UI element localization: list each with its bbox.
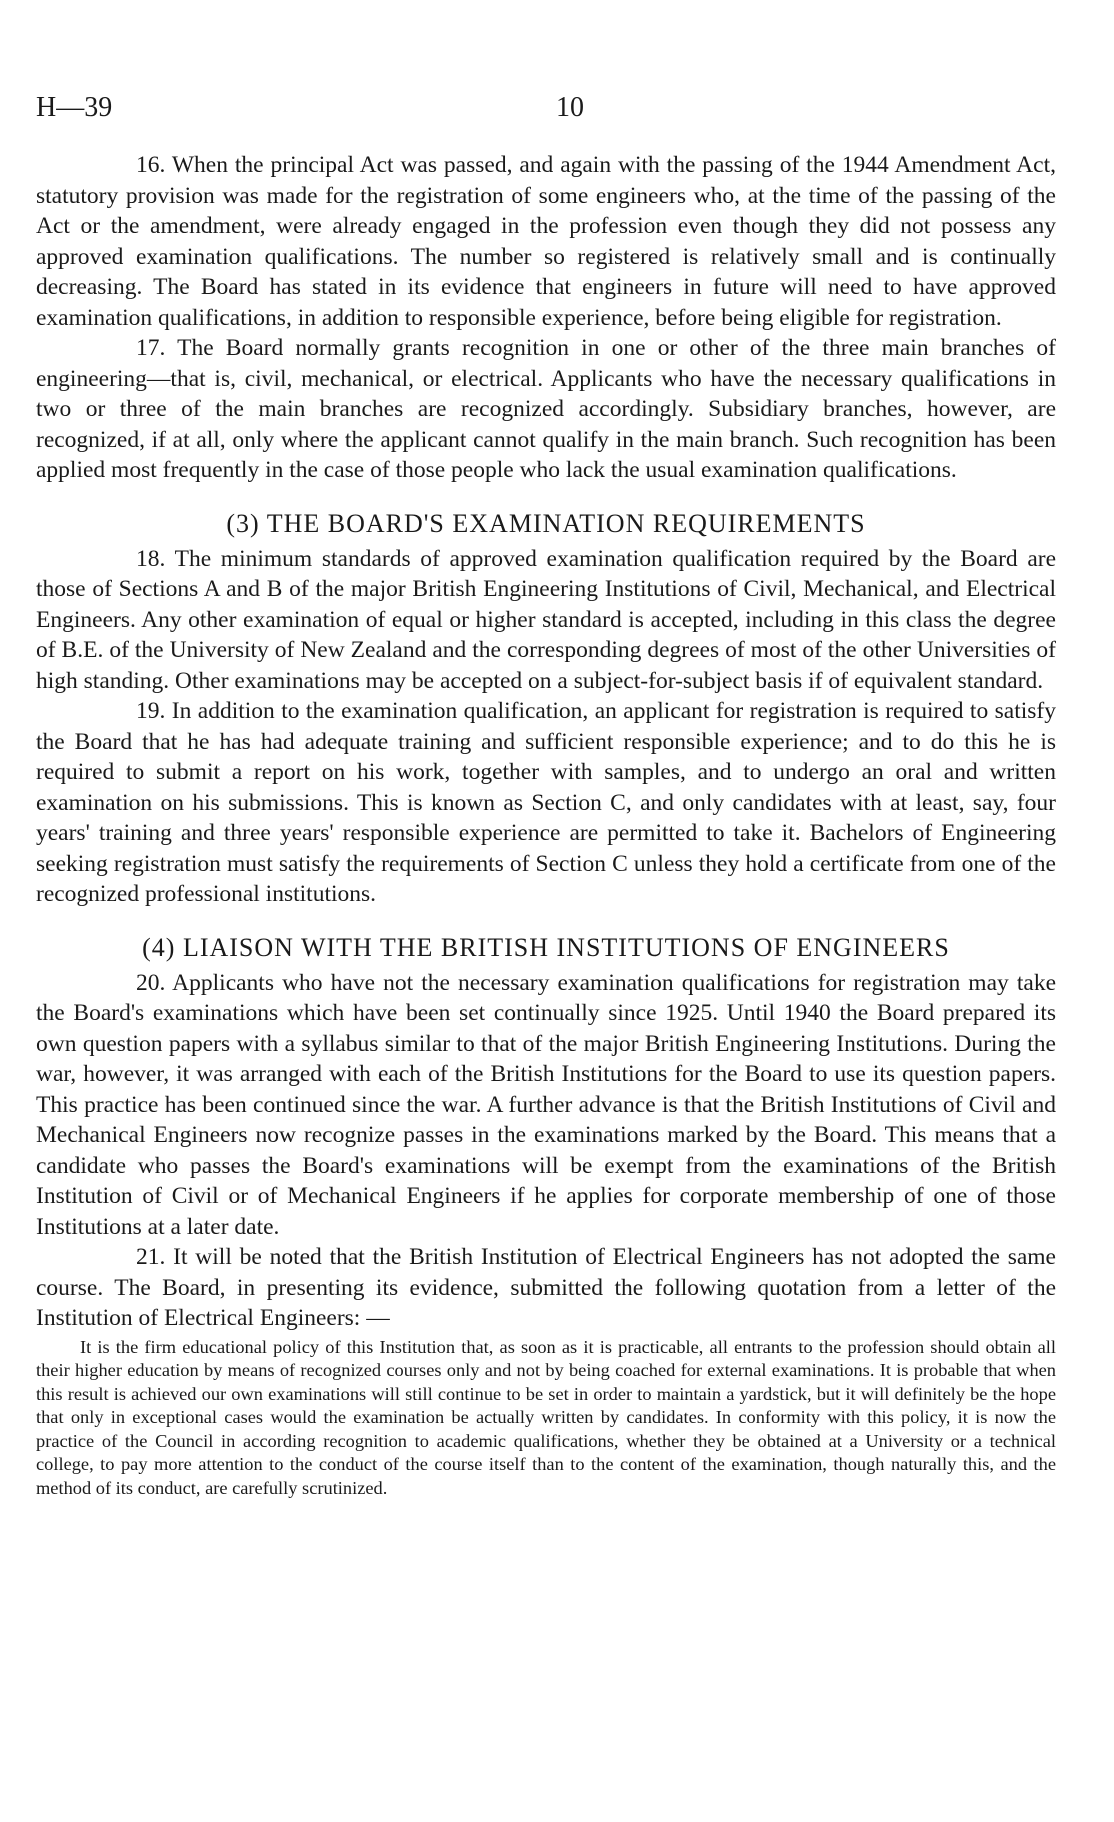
page-header bbox=[36, 92, 1056, 132]
document-reference: H—39 bbox=[36, 92, 113, 123]
paragraph-20: 20. Applicants who have not the necessary examination qualifications for registration may take the Board's examinations which have been set continually since 1925. Until 1940 the Board prepared its own question papers with a syllabus similar to that of the major British Engineering Institutions. During the war, however, it was arranged with each of the British Institutions for the Board to use its question papers. This practice has been continued since the war. A further advance is that the British Institutions of Civil and Mechanical Engineers now recognize passes in the examinations marked by the Board. This means that a candidate who passes the Board's examinations will be exempt from the examinations of the British Institution of Civil or of Mechanical Engineers if he applies for corporate membership of one of those Institutions at a later date. bbox=[36, 969, 1056, 1240]
paragraph-18: 18. The minimum standards of approved examination qualification required by the Board are those of Sections A and B of the major British Engineering Institutions of Civil, Mechanical, and Electrical Engineers. Any other examination of equal or higher standard is accepted, including in this class the degree of B.E. of the University of New Zealand and the corresponding degrees of most of the other Universities of high standing. Other examinations may be accepted on a subject-for-subject basis if of equivalent standard. bbox=[36, 545, 1056, 694]
section-heading-3: (3) THE BOARD'S EXAMINATION REQUIREMENTS bbox=[226, 508, 866, 538]
paragraph-16: 16. When the principal Act was passed, and again with the passing of the 1944 Amendment Act, statutory provision was made for the registration of some engineers who, at the time of the passing of the Act or the amendment, were already engaged in the profession even though they did not possess any approved examination qualifications. The number so registered is relatively small and is continually decreasing. The Board has stated in its evidence that engineers in future will need to have approved examination qualifications, in addition to responsible experience, before being eligible for registration. bbox=[36, 152, 1056, 331]
paragraph-17: 17. The Board normally grants recognition in one or other of the three main branches of engineering—that is, civil, mechanical, or electrical. Applicants who have the necessary qualifications in two or three of the main branches are recognized accordingly. Subsidiary branches, however, are recognized, if at all, only where the applicant cannot qualify in the main branch. Such recognition has been applied most frequently in the case of those people who lack the usual examination qualifications. bbox=[36, 335, 1056, 483]
section-heading-4: (4) LIAISON WITH THE BRITISH INSTITUTIONS OF ENGINEERS bbox=[142, 932, 950, 962]
block-quotation: It is the firm educational policy of this Institution that, as soon as it is practicable, all entrants to the profession should obtain all their higher education by means of recognized courses only and not by being coached for external examinations. It is probable that when this result is achieved our own examinations will still continue to be set in order to maintain a yardstick, but it will definitely be the hope that only in exceptional cases would the examination be actually written by candidates. In conformity with this policy, it is now the practice of the Council in according recognition to academic qualifications, whether they be obtained at a University or a technical college, to pay more attention to the conduct of the course itself than to the content of the examination, though naturally this, and the method of its conduct, are carefully scrutinized. bbox=[36, 1336, 1056, 1498]
document-body bbox=[36, 150, 1056, 1500]
paragraph-19: 19. In addition to the examination qualification, an applicant for registration is required to satisfy the Board that he has had adequate training and sufficient responsible experience; and to do this he is required to submit a report on his work, together with samples, and to undergo an oral and written examination on his submissions. This is known as Section C, and only candidates with at least, say, four years' training and three years' responsible experience are permitted to take it. Bachelors of Engineering seeking registration must satisfy the requirements of Section C unless they hold a certificate from one of the recognized professional institutions. bbox=[36, 698, 1056, 907]
paragraph-21: 21. It will be noted that the British Institution of Electrical Engineers has not adopted the same course. The Board, in presenting its evidence, submitted the following quotation from a letter of the Institution of Electrical Engineers: — bbox=[36, 1244, 1056, 1331]
page-number: 10 bbox=[556, 92, 584, 123]
